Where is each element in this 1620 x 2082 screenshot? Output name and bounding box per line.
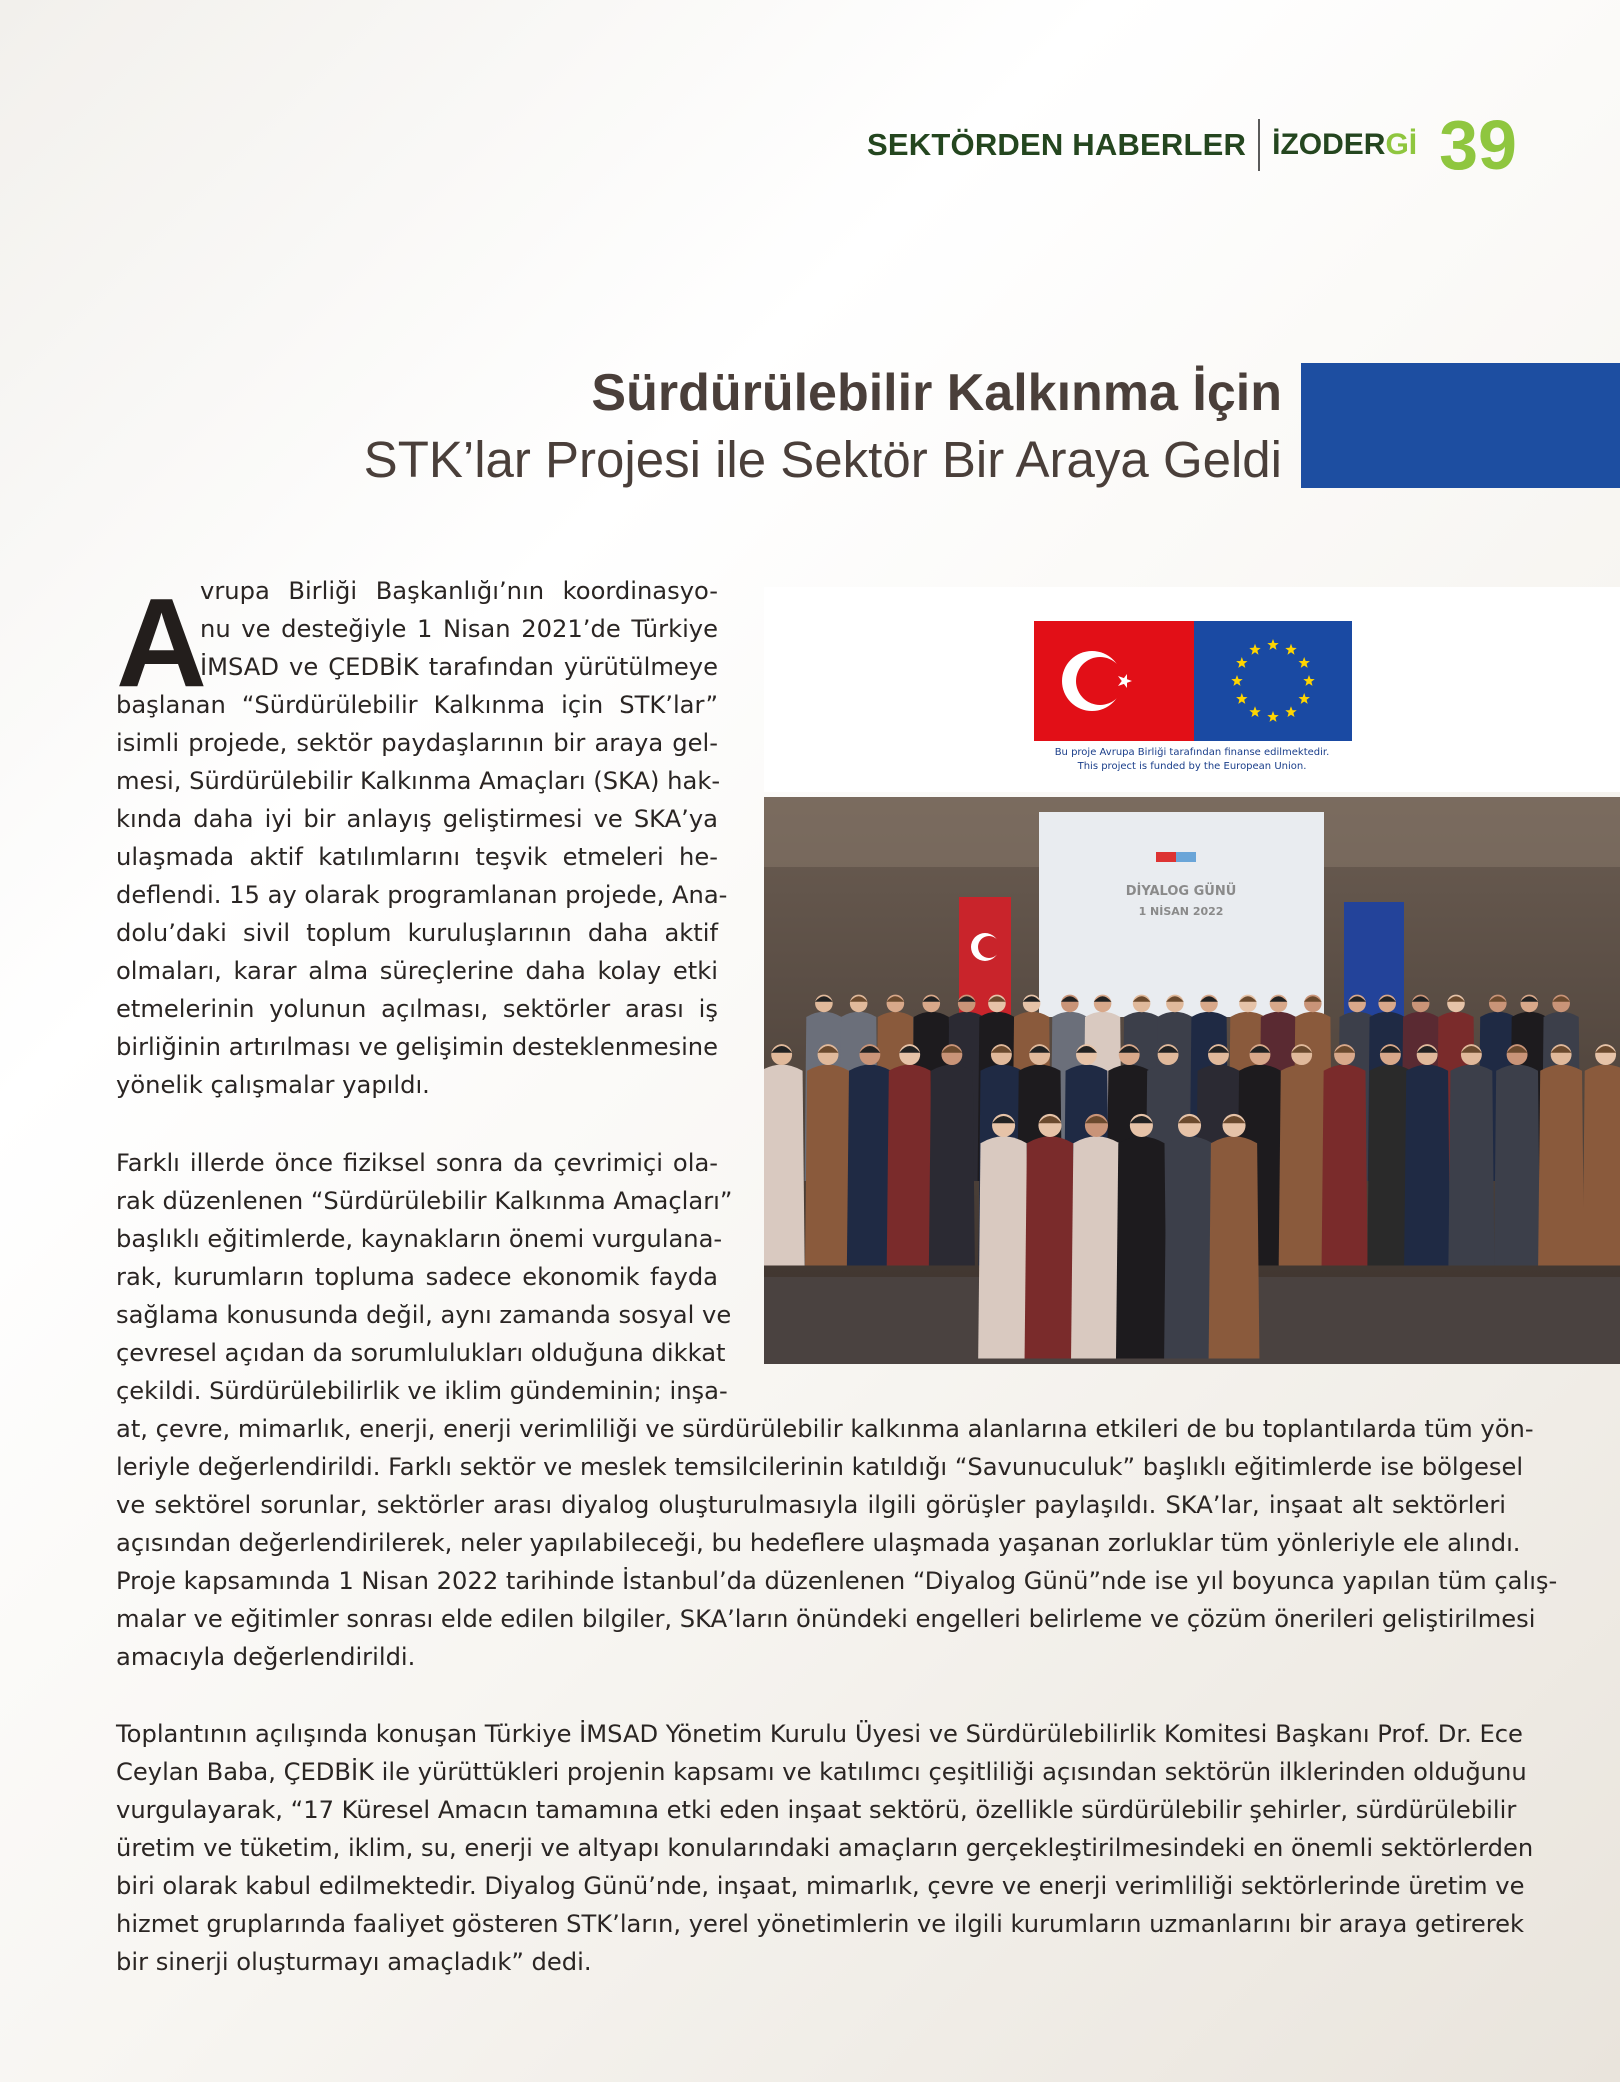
text-line: Toplantının açılışında konuşan Türkiye İMSAD Yönetim Kurulu Üyesi ve Sürdürülebilirlik Komitesi Başkanı Prof. Dr. Ece <box>116 1720 1523 1748</box>
text-line: Proje kapsamında 1 Nisan 2022 tarihinde İstanbul’da düzenlenen “Diyalog Günü”nde ise yıl boyunca yapılan tüm çalış- <box>116 1567 1558 1595</box>
page-number: 39 <box>1439 106 1517 184</box>
text-line: yönelik çalışmalar yapıldı. <box>116 1071 430 1099</box>
text-line: vurgulayarak, “17 Küresel Amacın tamamına etki eden inşaat sektörü, özellikle sürdürülebilir şehirler, sürdürülebilir <box>116 1796 1517 1824</box>
text-line: birliğinin artırılması ve gelişimin desteklenmesine <box>116 1033 718 1061</box>
text-line: ve sektörel sorunlar, sektörler arası diyalog oluşturulmasıyla ilgili görüşler paylaşıldı. SKA’lar, inşaat alt sektörleri <box>116 1491 1506 1519</box>
turkish-flag-icon <box>1034 621 1194 741</box>
text-line: başlıklı eğitimlerde, kaynakların önemi vurgulana- <box>116 1225 723 1253</box>
group-photo <box>764 797 1620 1364</box>
slide-title: DİYALOG GÜNÜ <box>1125 884 1237 899</box>
eu-caption-tr: Bu proje Avrupa Birliği tarafından finanse edilmektedir. <box>1054 747 1330 758</box>
text-line: Ceylan Baba, ÇEDBİK ile yürüttükleri projenin kapsamı ve katılımcı çeşitliliği açısından sektörün ilklerinden olduğunu <box>116 1758 1527 1786</box>
text-line: Farklı illerde önce fiziksel sonra da çevrimiçi ola- <box>116 1149 718 1177</box>
article-title <box>364 360 1282 494</box>
text-line: leriyle değerlendirildi. Farklı sektör ve meslek temsilcilerinin katıldığı “Savunuculuk” başlıklı eğitimlerde ise bölgesel <box>116 1453 1524 1481</box>
title-line-2: STK’lar Projesi ile Sektör Bir Araya Geldi <box>363 431 1282 488</box>
text-line: malar ve eğitimler sonrası elde edilen bilgiler, SKA’ların önündeki engelleri belirleme ve çözüm önerileri geliştirilmesi <box>116 1605 1536 1633</box>
text-line: rak düzenlenen “Sürdürülebilir Kalkınma Amaçları” <box>116 1187 733 1215</box>
text-line: çekildi. Sürdürülebilirlik ve iklim gündeminin; inşa- <box>116 1377 728 1405</box>
text-line: mesi, Sürdürülebilir Kalkınma Amaçları (SKA) hak- <box>116 767 721 795</box>
text-line: isimli projede, sektör paydaşlarının bir araya gel- <box>116 729 718 757</box>
text-line: açısından değerlendirilerek, neler yapılabileceği, bu hedeflere ulaşmada yaşanan zorluklar tüm yönleriyle ele alındı. <box>116 1529 1521 1557</box>
text-line: sağlama konusunda değil, aynı zamanda sosyal ve <box>116 1301 732 1329</box>
drop-cap: A <box>116 572 207 713</box>
text-line: rak, kurumların topluma sadece ekonomik fayda <box>116 1263 718 1291</box>
page-header <box>867 106 1517 184</box>
text-line: dolu’daki sivil toplum kuruluşlarının daha aktif <box>116 919 718 947</box>
article-figure <box>764 587 1620 1364</box>
text-line: vrupa Birliği Başkanlığı’nın koordinasyo- <box>200 577 718 605</box>
title-line-1: Sürdürülebilir Kalkınma İçin <box>591 364 1282 422</box>
text-line: at, çevre, mimarlık, enerji, enerji verimliliği ve sürdürülebilir kalkınma alanlarına etkileri de bu toplantılarda tüm yön- <box>116 1415 1534 1443</box>
paragraph-1 <box>116 572 728 1104</box>
text-line: amacıyla değerlendirildi. <box>116 1643 416 1671</box>
text-line: deflendi. 15 ay olarak programlanan projede, Ana- <box>116 881 728 909</box>
text-line: İMSAD ve ÇEDBİK tarafından yürütülmeye <box>200 653 718 681</box>
text-line: çevresel açıdan da sorumlulukları olduğuna dikkat <box>116 1339 726 1367</box>
text-line: etmelerinin yolunun açılması, sektörler arası iş <box>116 995 718 1023</box>
text-line: üretim ve tüketim, iklim, su, enerji ve altyapı konularındaki amaçların gerçekleştirilmesindeki en önemli sektörlerden <box>116 1834 1534 1862</box>
text-line: olmaları, karar alma süreçlerine daha kolay etki <box>116 957 718 985</box>
section-label: SEKTÖRDEN HABERLER <box>867 127 1247 162</box>
decorative-blue-bar <box>1301 363 1620 488</box>
text-line: biri olarak kabul edilmektedir. Diyalog Günü’nde, inşaat, mimarlık, çevre ve enerji verimliliği sektörlerinde üretim ve <box>116 1872 1525 1900</box>
brand-accent: Gİ <box>1385 128 1418 161</box>
paragraph-2-wide <box>116 1410 1558 1676</box>
text-line: bir sinerji oluşturmayı amaçladık” dedi. <box>116 1948 592 1976</box>
eu-funding-panel <box>764 587 1620 792</box>
magazine-logo <box>1272 128 1417 162</box>
header-divider <box>1258 119 1260 171</box>
brand-main: İZODER <box>1272 128 1386 161</box>
slide-date: 1 NİSAN 2022 <box>1138 905 1224 918</box>
text-line: hizmet gruplarında faaliyet gösteren STK’ların, yerel yönetimlerin ve ilgili kurumların uzmanlarını bir araya getirerek <box>116 1910 1525 1938</box>
text-line: ulaşmada aktif katılımlarını teşvik etmeleri he- <box>116 843 718 871</box>
paragraph-3 <box>116 1715 1534 1981</box>
text-line: nu ve desteğiyle 1 Nisan 2021’de Türkiye <box>200 615 718 643</box>
text-line: başlanan “Sürdürülebilir Kalkınma için STK’lar” <box>116 691 718 719</box>
text-line: kında daha iyi bir anlayış geliştirmesi ve SKA’ya <box>116 805 718 833</box>
eu-caption-en: This project is funded by the European Union. <box>1077 761 1307 772</box>
eu-flag-icon <box>1194 621 1352 741</box>
paragraph-2-narrow <box>116 1144 733 1410</box>
